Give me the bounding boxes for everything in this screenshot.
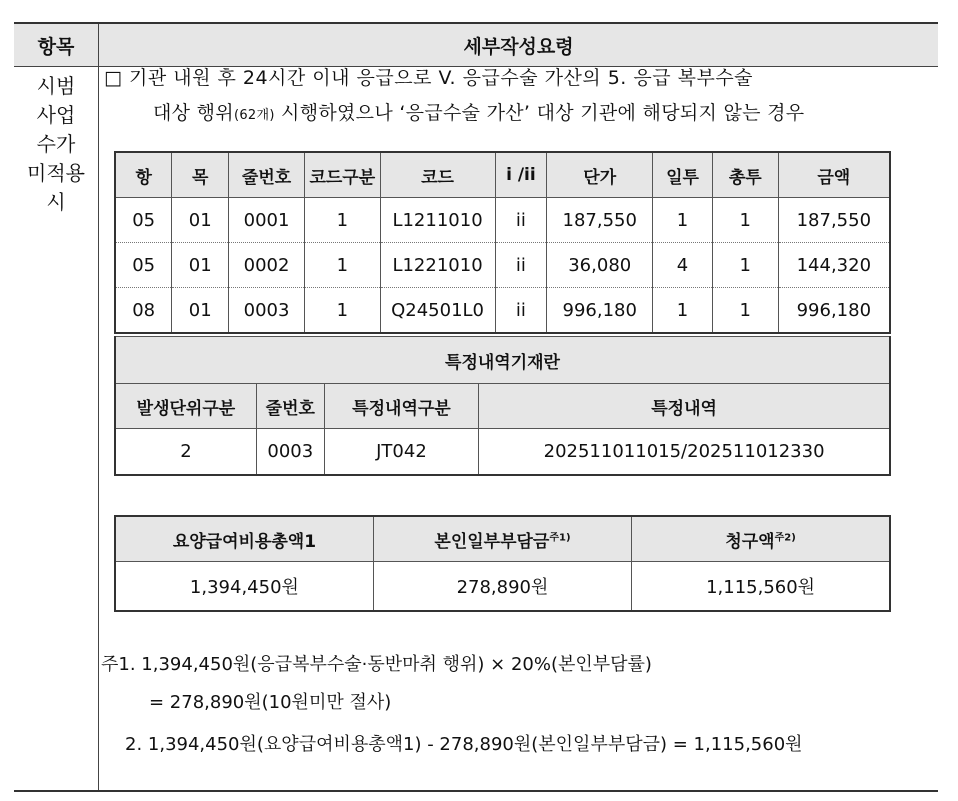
detail-table xyxy=(114,151,891,334)
header-item: 항목 xyxy=(37,35,75,58)
table-row xyxy=(115,429,890,476)
table-row xyxy=(115,243,890,288)
table-cell: 05 xyxy=(115,243,172,288)
table-cell: 05 xyxy=(115,198,172,243)
special-detail-table xyxy=(114,336,891,476)
table-cell: L1211010 xyxy=(380,198,495,243)
item-label-line: 시범 xyxy=(36,74,76,98)
table-cell: 0003 xyxy=(256,429,324,476)
case-description-line1: □ 기관 내원 후 24시간 이내 응급으로 V. 응급수술 가산의 5. 응급 복부수술 xyxy=(104,67,754,89)
summary-copay-value: 278,890원 xyxy=(373,562,631,612)
table-cell: 1 xyxy=(304,288,380,334)
footnote-2: 2. 1,394,450원(요양급여비용총액1) - 278,890원(본인일부부담금) = 1,115,560원 xyxy=(125,734,803,755)
summary-header-total xyxy=(115,516,373,562)
table-row xyxy=(115,562,890,612)
case-description-line2 xyxy=(153,98,804,125)
table-cell: 1 xyxy=(653,198,713,243)
special-title-row xyxy=(115,337,890,384)
detail-header-cell: 목 xyxy=(172,152,229,198)
table-cell: 1 xyxy=(304,198,380,243)
summary-header-label: 청구액 xyxy=(725,531,775,552)
footnote-1-result: = 278,890원(10원미만 절사) xyxy=(149,692,392,713)
table-cell: 2 xyxy=(115,429,256,476)
table-cell: 187,550 xyxy=(778,198,890,243)
detail-header-cell: 총투 xyxy=(712,152,778,198)
case-line2-count: (62개) xyxy=(233,108,275,123)
table-cell: 996,180 xyxy=(547,288,653,334)
table-cell: 01 xyxy=(172,243,229,288)
detail-header-row xyxy=(115,152,890,198)
detail-header-cell: 코드구분 xyxy=(304,152,380,198)
table-cell: Q24501L0 xyxy=(380,288,495,334)
table-cell: 01 xyxy=(172,288,229,334)
table-cell: 01 xyxy=(172,198,229,243)
item-label-line: 미적용 xyxy=(27,161,85,185)
item-label-line: 수가 xyxy=(36,132,76,156)
table-cell: 0002 xyxy=(229,243,305,288)
table-cell: 1 xyxy=(304,243,380,288)
table-cell: 996,180 xyxy=(778,288,890,334)
special-header-cell: 특정내역구분 xyxy=(324,384,478,429)
table-row xyxy=(115,288,890,334)
table-cell: 1 xyxy=(712,288,778,334)
summary-header-row xyxy=(115,516,890,562)
summary-header-label: 본인일부부담금 xyxy=(434,531,550,552)
footnote-marker: 주2) xyxy=(774,531,796,543)
table-cell: 1 xyxy=(653,288,713,334)
table-cell: 0001 xyxy=(229,198,305,243)
item-label xyxy=(14,72,98,217)
detail-header-cell: 금액 xyxy=(778,152,890,198)
special-header-cell: 발생단위구분 xyxy=(115,384,256,429)
detail-header-cell: 줄번호 xyxy=(229,152,305,198)
summary-claim-value: 1,115,560원 xyxy=(632,562,890,612)
special-header-row xyxy=(115,384,890,429)
special-header-cell: 특정내역 xyxy=(479,384,890,429)
table-cell: 1 xyxy=(712,243,778,288)
table-cell: 0003 xyxy=(229,288,305,334)
detail-header-cell: 단가 xyxy=(547,152,653,198)
detail-header-cell: i /ii xyxy=(495,152,547,198)
summary-total-value: 1,394,450원 xyxy=(115,562,373,612)
table-cell: L1221010 xyxy=(380,243,495,288)
detail-header-cell: 항 xyxy=(115,152,172,198)
summary-table xyxy=(114,515,891,612)
detail-header-cell: 코드 xyxy=(380,152,495,198)
item-label-line: 사업 xyxy=(36,103,76,127)
summary-header-label: 요양급여비용총액1 xyxy=(172,531,317,552)
column-divider xyxy=(98,24,99,790)
item-label-line: 시 xyxy=(46,190,66,214)
header-guide: 세부작성요령 xyxy=(463,35,574,58)
footnote-marker: 주1) xyxy=(549,531,571,543)
table-row xyxy=(115,198,890,243)
table-cell: ii xyxy=(495,243,547,288)
case-line2-pre: 대상 행위 xyxy=(153,102,234,124)
detail-header-cell: 일투 xyxy=(653,152,713,198)
summary-header-copay xyxy=(373,516,631,562)
table-cell: 1 xyxy=(712,198,778,243)
table-cell: 202511011015/202511012330 xyxy=(479,429,890,476)
table-cell: 4 xyxy=(653,243,713,288)
case-line2-post: 시행하였으나 ‘응급수술 가산’ 대상 기관에 해당되지 않는 경우 xyxy=(274,102,805,124)
table-cell: JT042 xyxy=(324,429,478,476)
table-cell: 08 xyxy=(115,288,172,334)
table-cell: 144,320 xyxy=(778,243,890,288)
special-table-title: 특정내역기재란 xyxy=(115,337,890,384)
table-cell: ii xyxy=(495,288,547,334)
special-header-cell: 줄번호 xyxy=(256,384,324,429)
summary-header-claim xyxy=(632,516,890,562)
table-cell: 187,550 xyxy=(547,198,653,243)
table-cell: ii xyxy=(495,198,547,243)
table-cell: 36,080 xyxy=(547,243,653,288)
footnote-1: 주1. 1,394,450원(응급복부수술·동반마취 행위) × 20%(본인부담률) xyxy=(101,654,652,675)
